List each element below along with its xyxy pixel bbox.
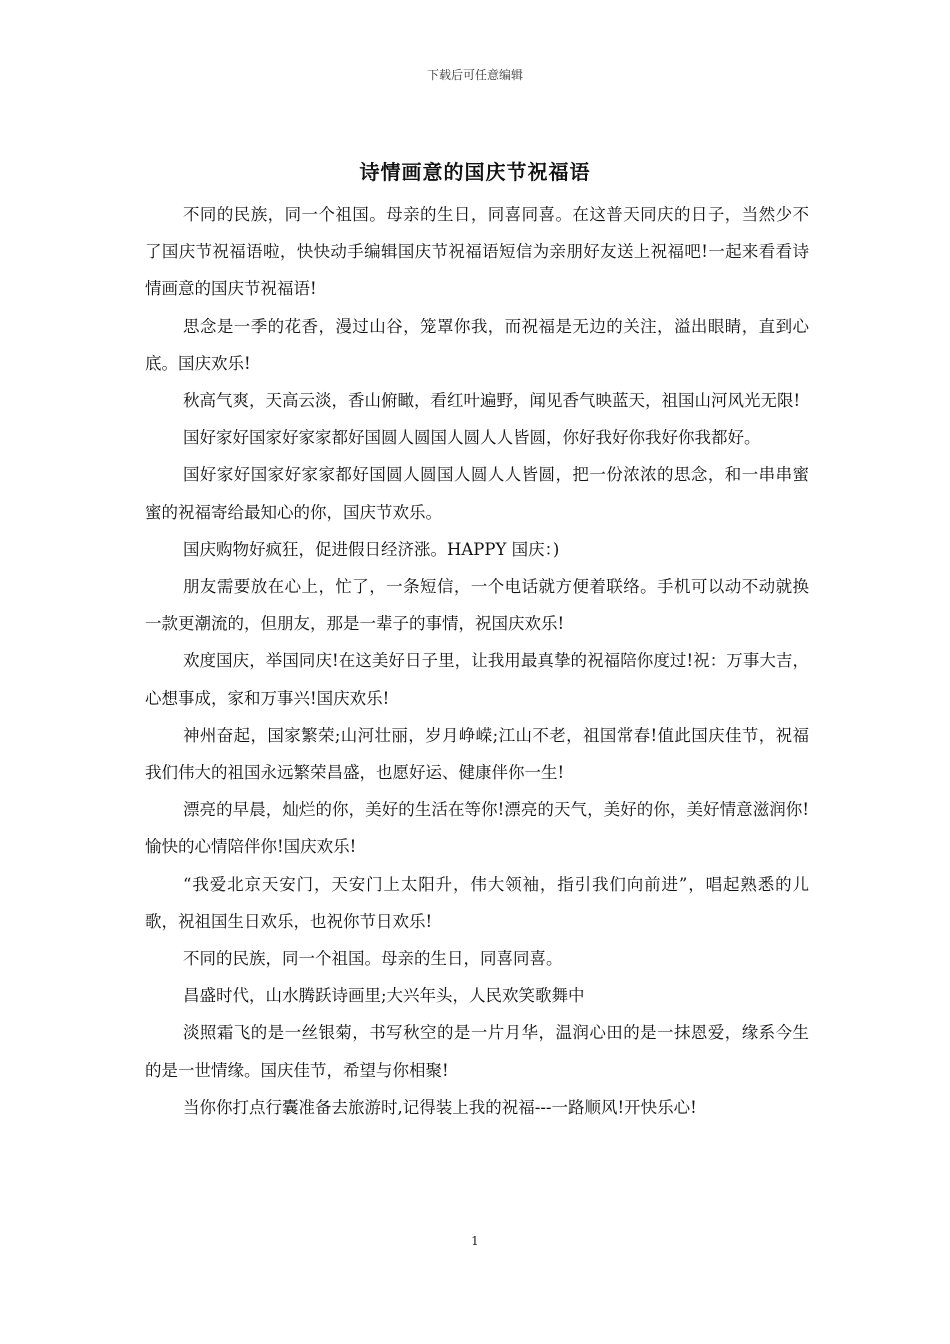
paragraph: 不同的民族，同一个祖国。母亲的生日，同喜同喜。在这普天同庆的日子，当然少不了国庆节祝福语啦，快快动手编辑国庆节祝福语短信为亲朋好友送上祝福吧!一起来看看诗情画意的国庆节祝福语!	[145, 205, 809, 299]
paragraph: 淡照霜飞的是一丝银菊，书写秋空的是一片月华，温润心田的是一抹恩爱，缘系今生的是一世情缘。国庆佳节，希望与你相聚!	[145, 1023, 809, 1080]
paragraph: “我爱北京天安门，天安门上太阳升，伟大领袖，指引我们向前进”，唱起熟悉的儿歌，祝祖国生日欢乐，也祝你节日欢乐!	[145, 874, 809, 931]
paragraph: 不同的民族，同一个祖国。母亲的生日，同喜同喜。	[183, 949, 563, 969]
paragraph: 思念是一季的花香，漫过山谷，笼罩你我，而祝福是无边的关注，溢出眼睛，直到心底。国庆欢乐!	[145, 316, 809, 373]
paragraph: 昌盛时代，山水腾跃诗画里;大兴年头，人民欢笑歌舞中	[183, 986, 585, 1006]
document-body	[145, 196, 809, 1126]
paragraph: 国庆购物好疯狂，促进假日经济涨。HAPPY 国庆：)	[183, 539, 560, 559]
paragraph: 神州奋起，国家繁荣;山河壮丽，岁月峥嵘;江山不老，祖国常春!值此国庆佳节，祝福我们伟大的祖国永远繁荣昌盛，也愿好运、健康伴你一生!	[145, 725, 809, 783]
paragraph: 秋高气爽，天高云淡，香山俯瞰，看红叶遍野，闻见香气映蓝天，祖国山河风光无限!	[183, 391, 801, 411]
paragraph: 当你你打点行囊准备去旅游时,记得装上我的祝福---一路顺风!开快乐心!	[183, 1097, 697, 1117]
paragraph: 欢度国庆，举国同庆!在这美好日子里，让我用最真挚的祝福陪你度过!祝：万事大吉，心想事成，家和万事兴!国庆欢乐!	[145, 651, 809, 708]
page-header: 下载后可任意编辑	[426, 68, 523, 82]
document-title: 诗情画意的国庆节祝福语	[359, 160, 591, 184]
paragraph: 朋友需要放在心上，忙了，一条短信，一个电话就方便着联络。手机可以动不动就换一款更潮流的，但朋友，那是一辈子的事情，祝国庆欢乐!	[145, 577, 809, 634]
page-number: 1	[471, 1234, 479, 1248]
paragraph: 漂亮的早晨，灿烂的你，美好的生活在等你!漂亮的天气，美好的你，美好情意滋润你!愉快的心情陪伴你!国庆欢乐!	[145, 800, 809, 857]
paragraph: 国好家好国家好家家都好国圆人圆国人圆人人皆圆，你好我好你我好你我都好。	[183, 428, 761, 448]
paragraph: 国好家好国家好家家都好国圆人圆国人圆人人皆圆，把一份浓浓的思念，和一串串蜜蜜的祝福寄给最知心的你，国庆节欢乐。	[145, 465, 809, 522]
